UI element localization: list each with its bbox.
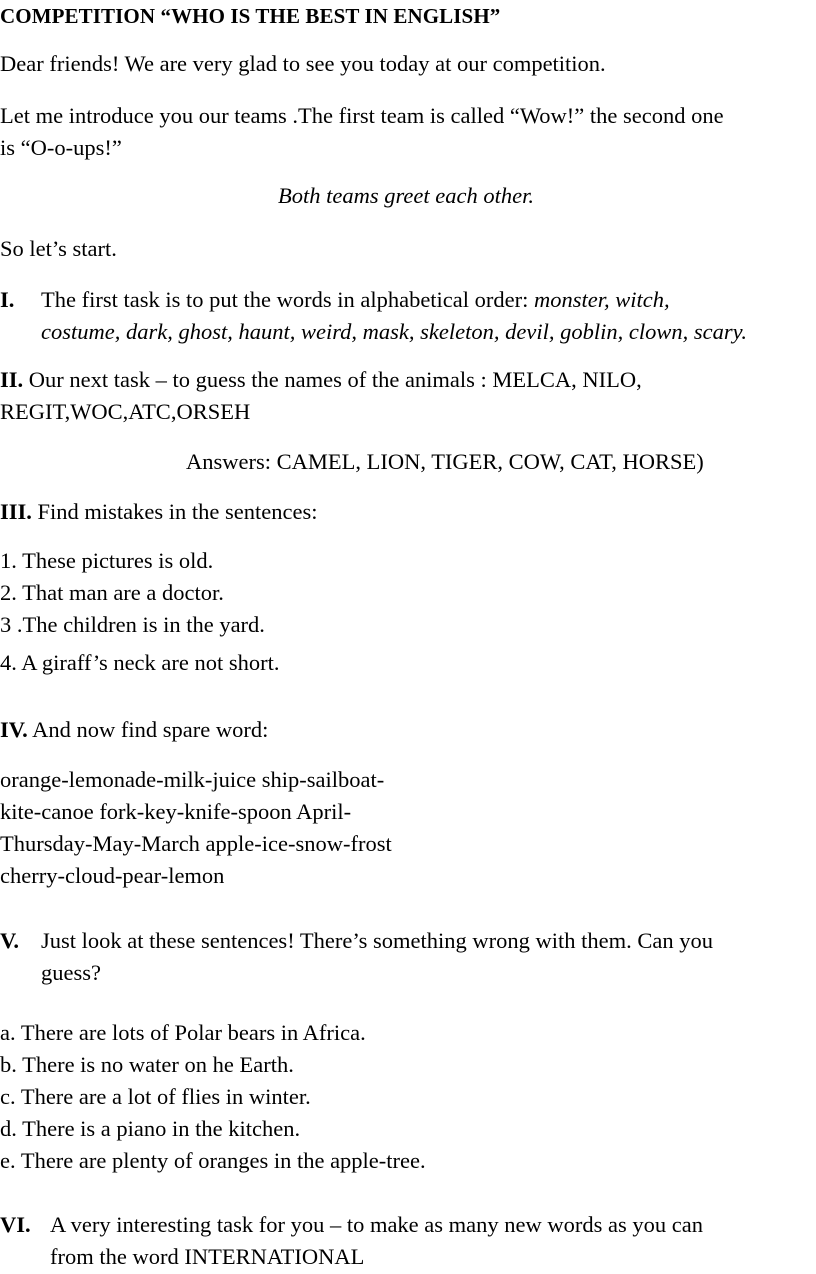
task-6 [0,1209,816,1273]
task-3-sentence: 3 .The children is in the yard. [0,612,265,637]
stage-direction: Both teams greet each other. [278,183,534,208]
greeting-paragraph: Dear friends! We are very glad to see you today at our competition. [0,51,606,76]
task-5-body [41,925,816,989]
task-6-line-2: from the word INTERNATIONAL [50,1244,365,1269]
task-4-line: cherry-cloud-pear-lemon [0,863,225,888]
task-2-line-2: REGIT,WOC,ATC,ORSEH [0,399,251,424]
task-2-text: Our next task – to guess the names of the animals : MELCA, NILO, [23,367,642,392]
task-1-body [41,284,816,348]
task-5-sentence: c. There are a lot of flies in winter. [0,1084,311,1109]
start-line: So let’s start. [0,236,117,261]
task-4-line: kite-canoe fork-key-knife-spoon April- [0,799,352,824]
task-3-heading [0,496,812,528]
page-title: COMPETITION “WHO IS THE BEST IN ENGLISH” [0,4,501,28]
task-5-line-2: guess? [41,960,101,985]
task-6-number: VI. [0,1212,31,1237]
task-5-line-1: Just look at these sentences! There’s something wrong with them. Can you [41,928,713,953]
task-3-sentence: 4. A giraff’s neck are not short. [0,650,280,675]
task-5-sentence: b. There is no water on he Earth. [0,1052,294,1077]
task-3-number: III. [0,499,32,524]
task-5-sentence: d. There is a piano in the kitchen. [0,1116,301,1141]
task-3-sentence: 2. That man are a doctor. [0,580,224,605]
task-1-words-1: monster, witch, [534,287,670,312]
task-5-sentence: e. There are plenty of oranges in the apple-tree. [0,1148,426,1173]
task-4-line: orange-lemonade-milk-juice ship-sailboat- [0,767,385,792]
task-1-words-2: costume, dark, ghost, haunt, weird, mask, skeleton, devil, goblin, clown, scary. [41,319,747,344]
task-6-line-1: A very interesting task for you – to make as many new words as you can [50,1212,703,1237]
task-2-number: II. [0,367,24,392]
task-1 [0,284,816,348]
task-4-line: Thursday-May-March apple-ice-snow-frost [0,831,392,856]
intro-line-2: is “O-o-ups!” [0,135,122,160]
task-3-text: Find mistakes in the sentences: [31,499,318,524]
task-3-sentence: 1. These pictures is old. [0,548,214,573]
task-5 [0,925,816,989]
task-2-line-1 [0,364,812,396]
task-5-sentence: a. There are lots of Polar bears in Africa. [0,1020,366,1045]
task-1-text: The first task is to put the words in alphabetical order: [41,287,535,312]
task-4-heading [0,714,812,746]
task-5-number: V. [0,928,19,953]
task-4-number: IV. [0,717,28,742]
task-2-answers: Answers: CAMEL, LION, TIGER, COW, CAT, HORSE) [186,449,704,474]
task-6-body [50,1209,816,1273]
task-1-number: I. [0,287,15,312]
intro-line-1: Let me introduce you our teams .The first team is called “Wow!” the second one [0,103,724,128]
task-4-text: And now find spare word: [27,717,269,742]
